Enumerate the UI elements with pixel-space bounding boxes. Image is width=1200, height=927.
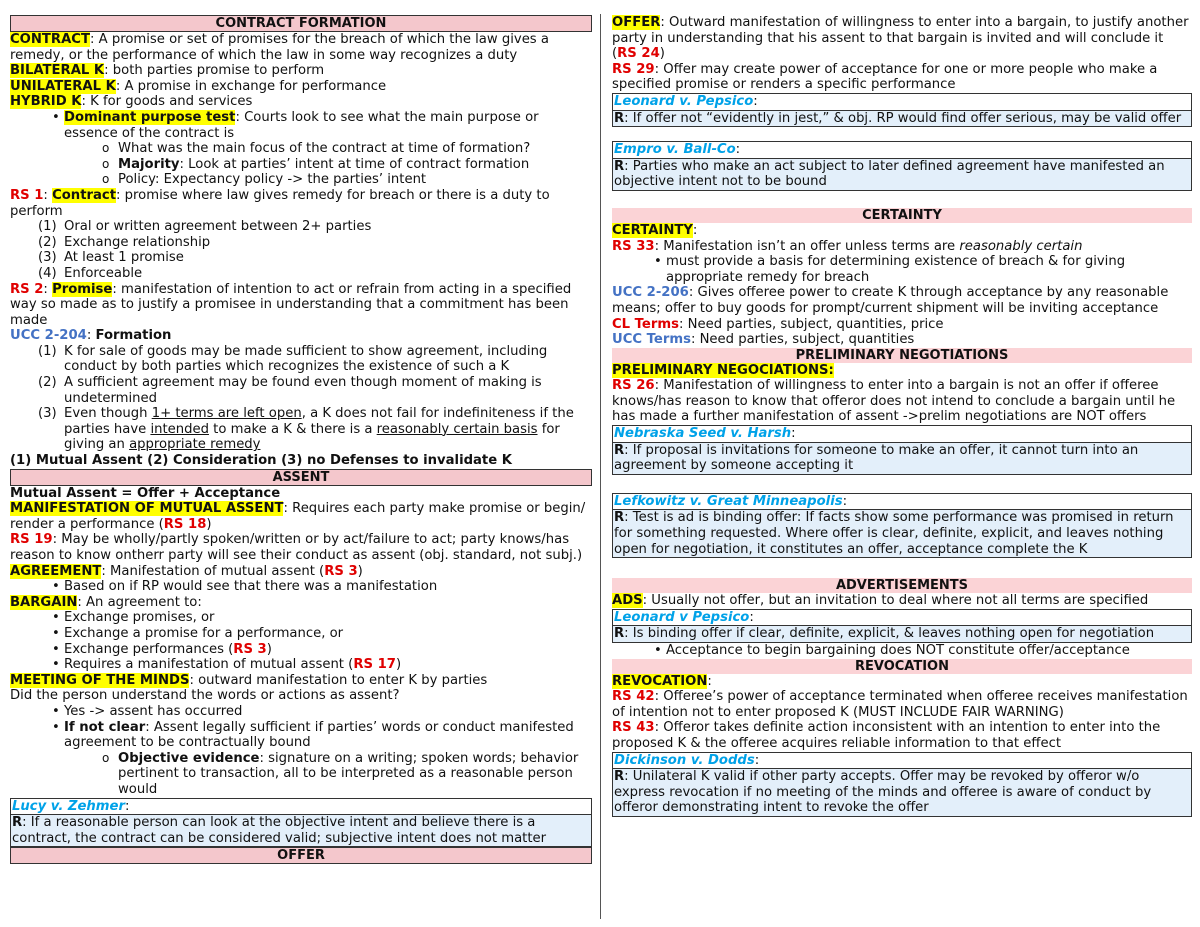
contract-def-text: : A promise or set of promises for the breach of which the law gives a remedy, or the performance of which the law in some way recognizes a duty bbox=[10, 32, 549, 63]
prelim-label bbox=[612, 363, 1192, 379]
case-title-lucy bbox=[10, 798, 592, 815]
rs19-def-text: : May be wholly/partly spoken/written or by act/failure to act; party knows/has reason to know ontherr party will see their conduct as assent (obj. standard, not subj.) bbox=[10, 532, 583, 563]
leonard2-rule-text: : Is binding offer if clear, definite, explicit, & leaves nothing open for negotiation bbox=[624, 626, 1155, 642]
contract-definition bbox=[10, 32, 592, 63]
offer-definition bbox=[612, 15, 1192, 62]
cl-terms bbox=[612, 317, 1192, 333]
case-rule-empro bbox=[612, 158, 1192, 191]
ucc-terms-text: : Need parties, subject, quantities bbox=[690, 332, 915, 348]
rs1-num-1: (1) bbox=[38, 219, 57, 235]
bargain-b3-text: Exchange performances ( bbox=[64, 641, 234, 657]
term-meeting-of-minds: MEETING OF THE MINDS bbox=[10, 672, 190, 688]
term-revocation: REVOCATION bbox=[612, 673, 708, 689]
case-title-leonard-2 bbox=[612, 609, 1192, 626]
term-certainty: CERTAINTY bbox=[612, 222, 693, 238]
dickinson-rule-text: : Unilateral K valid if other party accepts. Offer may be revoked by offeror w/o express revocation if no meeting of the minds and offeree is aware of conduct by offeror demonstrating intent to revoke the offer bbox=[614, 769, 1152, 816]
offer-close: ) bbox=[659, 46, 665, 62]
rs33-def-italic: reasonably certain bbox=[959, 238, 1083, 254]
rs1-ref: RS 1 bbox=[10, 187, 44, 203]
rs19-ref: RS 19 bbox=[10, 532, 53, 548]
ads-def-text: : Usually not offer, but an invitation to deal where not all terms are specified bbox=[642, 593, 1149, 609]
section-header-certainty: CERTAINTY bbox=[612, 208, 1192, 223]
bargain-b3-close: ) bbox=[266, 641, 272, 657]
certainty-label bbox=[612, 223, 1192, 239]
unilateral-definition bbox=[10, 79, 592, 95]
contract-elements: (1) Mutual Assent (2) Consideration (3) no Defenses to invalidate K bbox=[10, 453, 512, 469]
agreement-close: ) bbox=[357, 563, 363, 579]
ucc2204-item3-d: for giving an bbox=[64, 421, 560, 453]
rs1-item-text-3: At least 1 promise bbox=[64, 250, 184, 266]
if-not-clear-label: If not clear bbox=[64, 719, 146, 735]
rs33-def-text: : Manifestation isn’t an offer unless terms are bbox=[654, 238, 960, 254]
lucy-title-colon: : bbox=[125, 798, 130, 814]
dickinson-title-text: Dickinson v. Dodds bbox=[614, 752, 755, 768]
ucc2204-item-text-2: A sufficient agreement may be found even though moment of making is undetermined bbox=[64, 375, 542, 406]
leonard1-title-text: Leonard v. Pepsico bbox=[614, 93, 754, 109]
rs1-num-2: (2) bbox=[38, 234, 57, 250]
case-title-lefkowitz bbox=[612, 493, 1192, 510]
manifestation-def-text: : Requires each party make promise or begin/ render a performance ( bbox=[10, 501, 586, 532]
rs1-item-text-4: Enforceable bbox=[64, 265, 143, 281]
leonard2-bullet: • Acceptance to begin bargaining does NOT constitute offer/acceptance bbox=[612, 643, 1192, 659]
dominant-def-text: : Courts look to see what the main purpose or essence of the contract is bbox=[64, 109, 539, 141]
manifestation-definition bbox=[10, 501, 592, 532]
offer-def-text: : Outward manifestation of willingness to enter into a bargain, to justify another party in understanding that his assent to that bargain is invited and will conclude it ( bbox=[612, 15, 1189, 62]
cl-terms-text: : Need parties, subject, quantities, price bbox=[678, 316, 944, 332]
rs24-ref: RS 24 bbox=[617, 46, 660, 62]
ucc2206-def-text: : Gives offeree power to create K through acceptance by any reasonable means; offer to buy goods for prompt/current shipment will be inviting acceptance bbox=[612, 285, 1169, 316]
rs1-def-text: : promise where law gives remedy for breach or there is a duty to perform bbox=[10, 187, 550, 219]
lefkowitz-rule-text: : Test is ad is binding offer: If facts show some performance was promised in return for something requested. Where offer is clear, definite, explicit, and leaves nothing open for negotiation, it constitutes an offer, acceptance complete the K bbox=[614, 510, 1174, 557]
objective-evidence-label: Objective evidence bbox=[118, 750, 260, 766]
nebraska-colon: : bbox=[791, 426, 796, 442]
bargain-b4-text: Requires a manifestation of mutual assent ( bbox=[64, 657, 354, 673]
rs1-num-3: (3) bbox=[38, 250, 57, 266]
dominant-purpose-bullet bbox=[10, 110, 592, 141]
bargain-definition bbox=[10, 595, 592, 611]
rs42-definition bbox=[612, 689, 1192, 720]
case-title-empro bbox=[612, 141, 1192, 158]
term-hybrid: HYBRID K bbox=[10, 94, 82, 110]
agreement-definition bbox=[10, 564, 592, 580]
agreement-rs3-ref: RS 3 bbox=[324, 563, 358, 579]
rule-label: R bbox=[614, 626, 625, 642]
ucc2204-num-2: (2) bbox=[38, 375, 57, 391]
hybrid-def-text: : K for goods and services bbox=[81, 94, 253, 110]
ucc2204-item-1 bbox=[10, 344, 592, 375]
bargain-rs17-ref: RS 17 bbox=[353, 657, 396, 673]
rs42-ref: RS 42 bbox=[612, 689, 655, 705]
majority-text: : Look at parties’ intent at time of contract formation bbox=[179, 156, 530, 172]
ucc2204-item3-u2: intended bbox=[150, 421, 209, 437]
ucc2204-item-3 bbox=[10, 406, 592, 453]
rs26-ref: RS 26 bbox=[612, 378, 655, 394]
ucc2204-num-3: (3) bbox=[38, 406, 57, 422]
hybrid-definition bbox=[10, 94, 592, 110]
meeting-sub-objective bbox=[10, 751, 592, 798]
bargain-bullet-1: • Exchange promises, or bbox=[10, 610, 592, 626]
ucc-terms bbox=[612, 332, 1192, 348]
spacer bbox=[612, 558, 1192, 578]
term-promise: Promise bbox=[52, 281, 113, 297]
rule-label: R bbox=[614, 442, 625, 458]
ucc2204-item3-u1: 1+ terms are left open bbox=[151, 406, 302, 422]
bargain-bullet-3 bbox=[10, 642, 592, 658]
rs33-bullet: • must provide a basis for determining existence of breach & for giving appropriate remedy for breach bbox=[612, 254, 1192, 285]
rs1-definition bbox=[10, 188, 592, 219]
bargain-b4-close: ) bbox=[395, 657, 402, 673]
section-header-preliminary-negotiations: PRELIMINARY NEGOTIATIONS bbox=[612, 348, 1192, 363]
rs26-definition bbox=[612, 378, 1192, 425]
term-contract: CONTRACT bbox=[10, 32, 90, 47]
term-manifestation: MANIFESTATION OF MUTUAL ASSENT bbox=[10, 501, 284, 517]
leonard1-colon: : bbox=[753, 93, 758, 109]
term-ads: ADS bbox=[612, 593, 643, 609]
lefkowitz-colon: : bbox=[842, 493, 848, 509]
mutual-assent-equation: Mutual Assent = Offer + Acceptance bbox=[10, 485, 281, 501]
column-divider bbox=[600, 14, 601, 919]
revocation-label bbox=[612, 674, 1192, 690]
rs1-item-text-1: Oral or written agreement between 2+ parties bbox=[64, 219, 372, 235]
right-column bbox=[612, 15, 1192, 817]
bilateral-def-text: : both parties promise to perform bbox=[104, 63, 325, 79]
meeting-def-text: : outward manifestation to enter K by parties bbox=[189, 672, 488, 688]
dominant-sub-3: o Policy: Expectancy policy -> the parties’ intent bbox=[10, 172, 592, 188]
meeting-question: Did the person understand the words or actions as assent? bbox=[10, 688, 400, 704]
bargain-bullet-4 bbox=[10, 657, 592, 673]
case-title-nebraska bbox=[612, 425, 1192, 442]
rule-label: R bbox=[614, 510, 625, 526]
section-header-advertisements: ADVERTISEMENTS bbox=[612, 578, 1192, 593]
case-title-leonard-1 bbox=[612, 93, 1192, 110]
bargain-rs3-ref: RS 3 bbox=[233, 641, 267, 657]
rs1-item-2 bbox=[10, 235, 592, 251]
ucc2204-term: Formation bbox=[95, 328, 172, 344]
rs29-definition bbox=[612, 62, 1192, 93]
empro-colon: : bbox=[735, 142, 741, 158]
case-rule-leonard-1 bbox=[612, 110, 1192, 128]
empro-rule-text: : Parties who make an act subject to later defined agreement have manifested an objective intent not to be bound bbox=[614, 158, 1165, 190]
ucc2206-ref: UCC 2-206 bbox=[612, 285, 689, 301]
rs19-definition bbox=[10, 532, 592, 563]
bilateral-definition bbox=[10, 63, 592, 79]
meeting-bullet-2 bbox=[10, 720, 592, 751]
rs2-ref: RS 2 bbox=[10, 281, 44, 297]
leonard2-title-text: Leonard v Pepsico bbox=[614, 609, 750, 625]
ucc2204-item3-c: to make a K & there is a bbox=[208, 421, 377, 437]
rs26-def-text: : Manifestation of willingness to enter into a bargain is not an offer if offeree knows/has reason to know that offeror does not intend to conclude a bargain until he has made a further manifestation of assent ->prelim negotiations are NOT offers bbox=[612, 378, 1176, 425]
rs2-definition bbox=[10, 282, 592, 329]
lucy-rule-text: : If a reasonable person can look at the objective intent and believe there is a contract, the contract can be considered valid; subjective intent does not matter bbox=[12, 815, 547, 846]
rs42-def-text: : Offeree’s power of acceptance terminated when offeree receives manifestation of intention not to enter proposed K (MUST INCLUDE FAIR WARNING) bbox=[612, 689, 1188, 720]
ucc2204-item-2 bbox=[10, 375, 592, 406]
bargain-bullet-2: • Exchange a promise for a performance, or bbox=[10, 626, 592, 642]
ucc2204-item3-b: , a K does not fail for indefiniteness if the parties have bbox=[64, 406, 574, 437]
ucc2204-heading bbox=[10, 328, 592, 344]
nebraska-rule-text: : If proposal is invitations for someone to make an offer, it cannot turn into an agreement by someone accepting it bbox=[614, 442, 1139, 474]
rs1-item-text-2: Exchange relationship bbox=[64, 234, 211, 250]
agreement-bullet: • Based on if RP would see that there was a manifestation bbox=[10, 579, 592, 595]
revocation-colon: : bbox=[707, 673, 712, 689]
leonard2-colon: : bbox=[749, 609, 754, 625]
rs2-colon: : bbox=[43, 281, 53, 297]
dickinson-colon: : bbox=[754, 752, 760, 768]
rs1-item-3 bbox=[10, 250, 592, 266]
objective-evidence-text: : signature on a writing; spoken words; behavior pertinent to transaction, all to be interpreted as a reasonable person would bbox=[118, 750, 579, 797]
manifestation-close: ) bbox=[206, 516, 212, 532]
term-bargain: BARGAIN bbox=[10, 594, 78, 610]
spacer bbox=[612, 475, 1192, 493]
case-rule-lucy bbox=[10, 814, 592, 847]
empro-title-text: Empro v. Ball-Co bbox=[614, 142, 736, 158]
term-dominant-purpose: Dominant purpose test bbox=[64, 109, 236, 125]
lucy-title-text: Lucy v. Zehmer bbox=[12, 798, 126, 814]
ads-definition bbox=[612, 593, 1192, 609]
case-rule-nebraska bbox=[612, 442, 1192, 475]
certainty-colon: : bbox=[692, 222, 698, 238]
ucc2204-item3-u4: appropriate remedy bbox=[129, 437, 261, 453]
meeting-b2-text: : Assent legally sufficient if parties’ words or conduct manifested agreement to be contractually bound bbox=[64, 719, 574, 751]
rs33-ref: RS 33 bbox=[612, 238, 655, 254]
unilateral-def-text: : A promise in exchange for performance bbox=[115, 78, 387, 94]
rule-label: R bbox=[614, 110, 625, 126]
term-unilateral: UNILATERAL K bbox=[10, 78, 116, 94]
term-agreement: AGREEMENT bbox=[10, 563, 102, 579]
rule-label: R bbox=[614, 158, 625, 174]
rule-label: R bbox=[12, 815, 23, 831]
section-header-offer: OFFER bbox=[10, 847, 592, 864]
rs1-item-1 bbox=[10, 219, 592, 235]
rs43-definition bbox=[612, 720, 1192, 751]
ucc2204-item3-a: Even though bbox=[64, 406, 152, 422]
rs1-num-4: (4) bbox=[38, 265, 57, 281]
rs43-def-text: : Offeror takes definite action inconsistent with an intention to enter into the proposed K & the offeree acquires reliable information to that effect bbox=[612, 720, 1161, 751]
case-rule-dickinson bbox=[612, 768, 1192, 817]
ucc-terms-ref: UCC Terms bbox=[612, 332, 691, 348]
cl-terms-ref: CL Terms bbox=[612, 316, 679, 332]
term-prelim-negotiations: PRELIMINARY NEGOCIATIONS: bbox=[612, 362, 834, 378]
section-header-revocation: REVOCATION bbox=[612, 659, 1192, 674]
term-offer: OFFER bbox=[612, 15, 661, 30]
term-contract-rs1: Contract bbox=[52, 187, 117, 203]
rs2-def-text: : manifestation of intention to act or refrain from acting in a specified way so made as to justify a promisee in understanding that a commitment has been made bbox=[10, 281, 572, 328]
dominant-sub-2 bbox=[10, 157, 592, 173]
agreement-def-text: : Manifestation of mutual assent ( bbox=[101, 563, 325, 579]
meeting-bullet-1: • Yes -> assent has occurred bbox=[10, 704, 592, 720]
rs1-item-4 bbox=[10, 266, 592, 282]
dominant-sub-1: o What was the main focus of the contract at time of formation? bbox=[10, 141, 592, 157]
ucc2204-colon: : bbox=[86, 328, 96, 344]
majority-label: Majority bbox=[118, 156, 180, 172]
spacer bbox=[612, 191, 1192, 208]
section-header-contract-formation: CONTRACT FORMATION bbox=[10, 15, 592, 32]
rs33-definition bbox=[612, 239, 1192, 255]
bargain-def-text: : An agreement to: bbox=[77, 594, 202, 610]
left-column bbox=[10, 15, 592, 864]
ucc2204-ref: UCC 2-204 bbox=[10, 328, 87, 344]
ucc2204-num-1: (1) bbox=[38, 343, 57, 359]
meeting-definition bbox=[10, 673, 592, 689]
lefkowitz-title-text: Lefkowitz v. Great Minneapolis bbox=[614, 493, 843, 509]
ucc2204-item3-u3: reasonably certain basis bbox=[376, 421, 538, 437]
rs29-def-text: : Offer may create power of acceptance for one or more people who make a specified promise or renders a specific performance bbox=[612, 61, 1158, 93]
case-title-dickinson bbox=[612, 752, 1192, 769]
case-rule-lefkowitz bbox=[612, 509, 1192, 558]
spacer bbox=[612, 127, 1192, 141]
rule-label: R bbox=[614, 769, 625, 785]
section-header-assent: ASSENT bbox=[10, 469, 592, 486]
rs18-ref: RS 18 bbox=[163, 516, 207, 532]
rs43-ref: RS 43 bbox=[612, 720, 655, 736]
rs1-colon: : bbox=[43, 187, 53, 203]
ucc2204-item-text-1: K for sale of goods may be made sufficient to show agreement, including conduct by both parties which recognizes the existence of such a K bbox=[64, 343, 548, 375]
term-bilateral: BILATERAL K bbox=[10, 63, 105, 79]
ucc2206-definition bbox=[612, 285, 1192, 316]
case-rule-leonard-2 bbox=[612, 625, 1192, 643]
rs29-ref: RS 29 bbox=[612, 61, 655, 77]
leonard1-rule-text: : If offer not “evidently in jest,” & obj. RP would find offer serious, may be valid offer bbox=[624, 110, 1182, 126]
nebraska-title-text: Nebraska Seed v. Harsh bbox=[614, 426, 792, 442]
